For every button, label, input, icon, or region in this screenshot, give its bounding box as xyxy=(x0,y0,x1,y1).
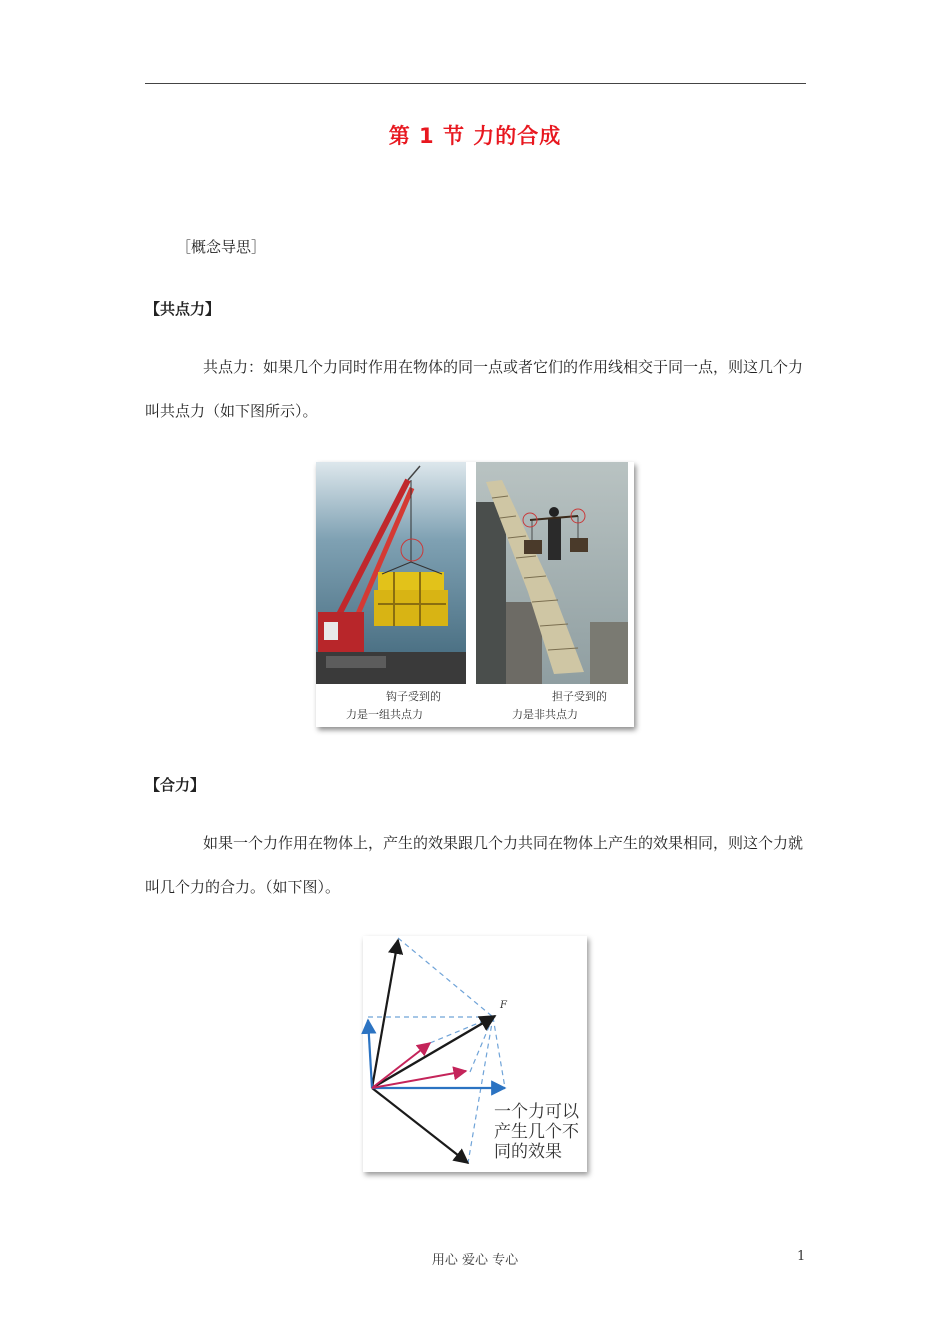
section-heading-resultant-force: 【合力】 xyxy=(145,776,206,794)
paragraph-text: 如果一个力作用在物体上，产生的效果跟几个力共同在物体上产生的效果相同，则这个力就叫几个力的合力。（如下图）。 xyxy=(145,834,804,896)
diagram-caption-line2: 产生几个不 xyxy=(494,1122,579,1142)
diagram-caption-line3: 同的效果 xyxy=(494,1142,562,1162)
blue-component-vertical xyxy=(368,1020,372,1088)
black-component-down xyxy=(372,1088,468,1163)
left-photo-caption-line2: 力是一组共点力 xyxy=(346,708,423,721)
red-component-1 xyxy=(372,1043,430,1088)
diagram-caption xyxy=(494,1102,590,1162)
paragraph-text: 共点力：如果几个力同时作用在物体的同一点或者它们的作用线相交于同一点，则这几个力叫共点力（如下图所示）。 xyxy=(145,358,804,420)
concept-label: ［概念导思］ xyxy=(176,238,267,256)
left-photo-caption-line1: 钩子受到的 xyxy=(386,690,441,703)
right-photo-caption-line2: 力是非共点力 xyxy=(512,708,578,721)
force-label-f: F xyxy=(500,1000,507,1011)
section-heading-concurrent-forces: 【共点力】 xyxy=(145,300,221,318)
right-photo-caption-line1: 担子受到的 xyxy=(552,690,607,703)
footer-text: 用心 爱心 专心 xyxy=(431,1253,519,1268)
page-title: 第 1 节 力的合成 xyxy=(388,124,562,148)
black-component-up xyxy=(372,940,398,1088)
diagram-caption-line1: 一个力可以 xyxy=(494,1102,579,1122)
page-number: 1 xyxy=(797,1249,806,1264)
